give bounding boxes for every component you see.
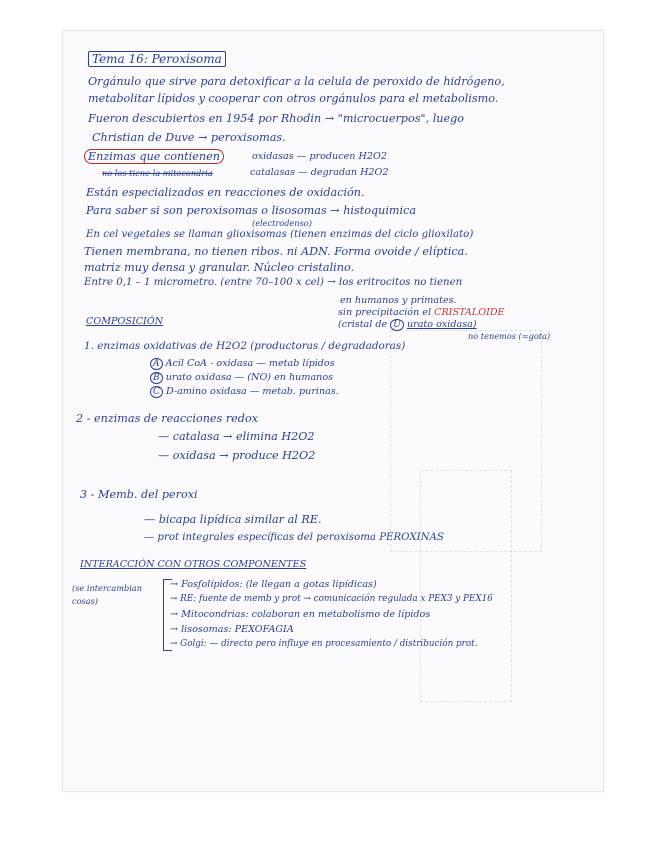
oxidasas-line: oxidasas — producen H2O2 — [252, 151, 387, 162]
page-title: Tema 16: Peroxisoma — [88, 53, 226, 66]
mid-line-1: Están especializados en reacciones de oxidación. — [86, 186, 365, 199]
mid-line-3: En cel vegetales se llaman glioxisomas (tienen enzimas del ciclo glioxilato) — [86, 229, 474, 240]
intro-line-4: Christian de Duve → peroxisomas. — [92, 131, 286, 144]
sec3-item: — bicapa lipídica similar al RE. — [144, 513, 322, 526]
sec2-item: — catalasa → elimina H2O2 — [158, 430, 315, 443]
interaccion-heading: INTERACCIÓN CON OTROS COMPONENTES — [80, 559, 307, 570]
mid-line-4: Tienen membrana, no tienen ribos. ni ADN. Forma ovoide / elíptica. — [84, 245, 468, 258]
interaccion-item: → Mitocondrias: colaboran en metabolismo de lípidos — [170, 609, 431, 620]
sec1-item: A Acil CoA - oxidasa — metab lípidos — [150, 357, 335, 370]
interaccion-item: → lisosomas: PEXOFAGIA — [170, 624, 294, 635]
mid-line-6: Entre 0,1 – 1 micrometro. (entre 70–100 x cel) → los eritrocitos no tienen — [84, 277, 463, 288]
enzimas-label: Enzimas que contienen — [84, 150, 224, 163]
mid-line-5: matriz muy densa y granular. Núcleo cristalino. — [84, 261, 355, 274]
sec3-heading: 3 - Memb. del peroxi — [80, 488, 198, 501]
mitocondria-note: no los tiene la mitocondria — [102, 168, 213, 178]
intro-line-3: Fueron descubiertos en 1954 por Rhodin → "microcuerpos", luego — [88, 112, 464, 125]
sec1-heading: 1. enzimas oxidativas de H2O2 (productoras / degradadoras) — [84, 340, 406, 352]
interaccion-item: → Fosfolípidos: (le llegan a gotas lipídicas) — [170, 579, 377, 590]
mid-line-2: Para saber si son peroxisomas o lisosomas → histoquimica — [86, 204, 417, 217]
electrodenso-note: (electrodenso) — [252, 218, 312, 228]
notebook-page — [62, 30, 604, 792]
interaccion-item: → RE: fuente de memb y prot → comunicación regulada x PEX3 y PEX16 — [170, 594, 493, 604]
sec1-item: B urato oxidasa — (NO) en humanos — [150, 371, 333, 384]
cristaloide-line: sin precipitación el CRISTALOIDE — [338, 307, 505, 318]
intro-line-2: metabolitar lípidos y cooperar con otros orgánulos para el metabolismo. — [88, 92, 499, 105]
composicion-heading: COMPOSICIÓN — [86, 316, 164, 327]
sec2-heading: 2 - enzimas de reacciones redox — [76, 412, 259, 425]
sec1-item: C D-amino oxidasa — metab. purinas. — [150, 385, 339, 398]
catalasas-line: catalasas — degradan H2O2 — [250, 167, 389, 178]
circled-u: U — [390, 319, 404, 331]
sec3-item: — prot integrales específicas del peroxisoma PEROXINAS — [144, 532, 444, 543]
cristaloide-label: CRISTALOIDE — [434, 307, 505, 318]
interaccion-side-note: (se intercambian cosas) — [72, 583, 143, 606]
sec2-item: — oxidasa → produce H2O2 — [158, 449, 316, 462]
intro-line-1: Orgánulo que sirve para detoxificar a la celula de peroxido de hidrógeno, — [88, 75, 505, 88]
humans-note: en humanos y primates. — [340, 295, 457, 306]
cristal-line: (cristal de U urato oxidasa) — [338, 319, 477, 330]
interaccion-item: → Golgi: — directo pero influye en procesamiento / distribución prot. — [170, 639, 478, 649]
no-tenemos-note: no tenemos (=gota) — [468, 331, 551, 341]
